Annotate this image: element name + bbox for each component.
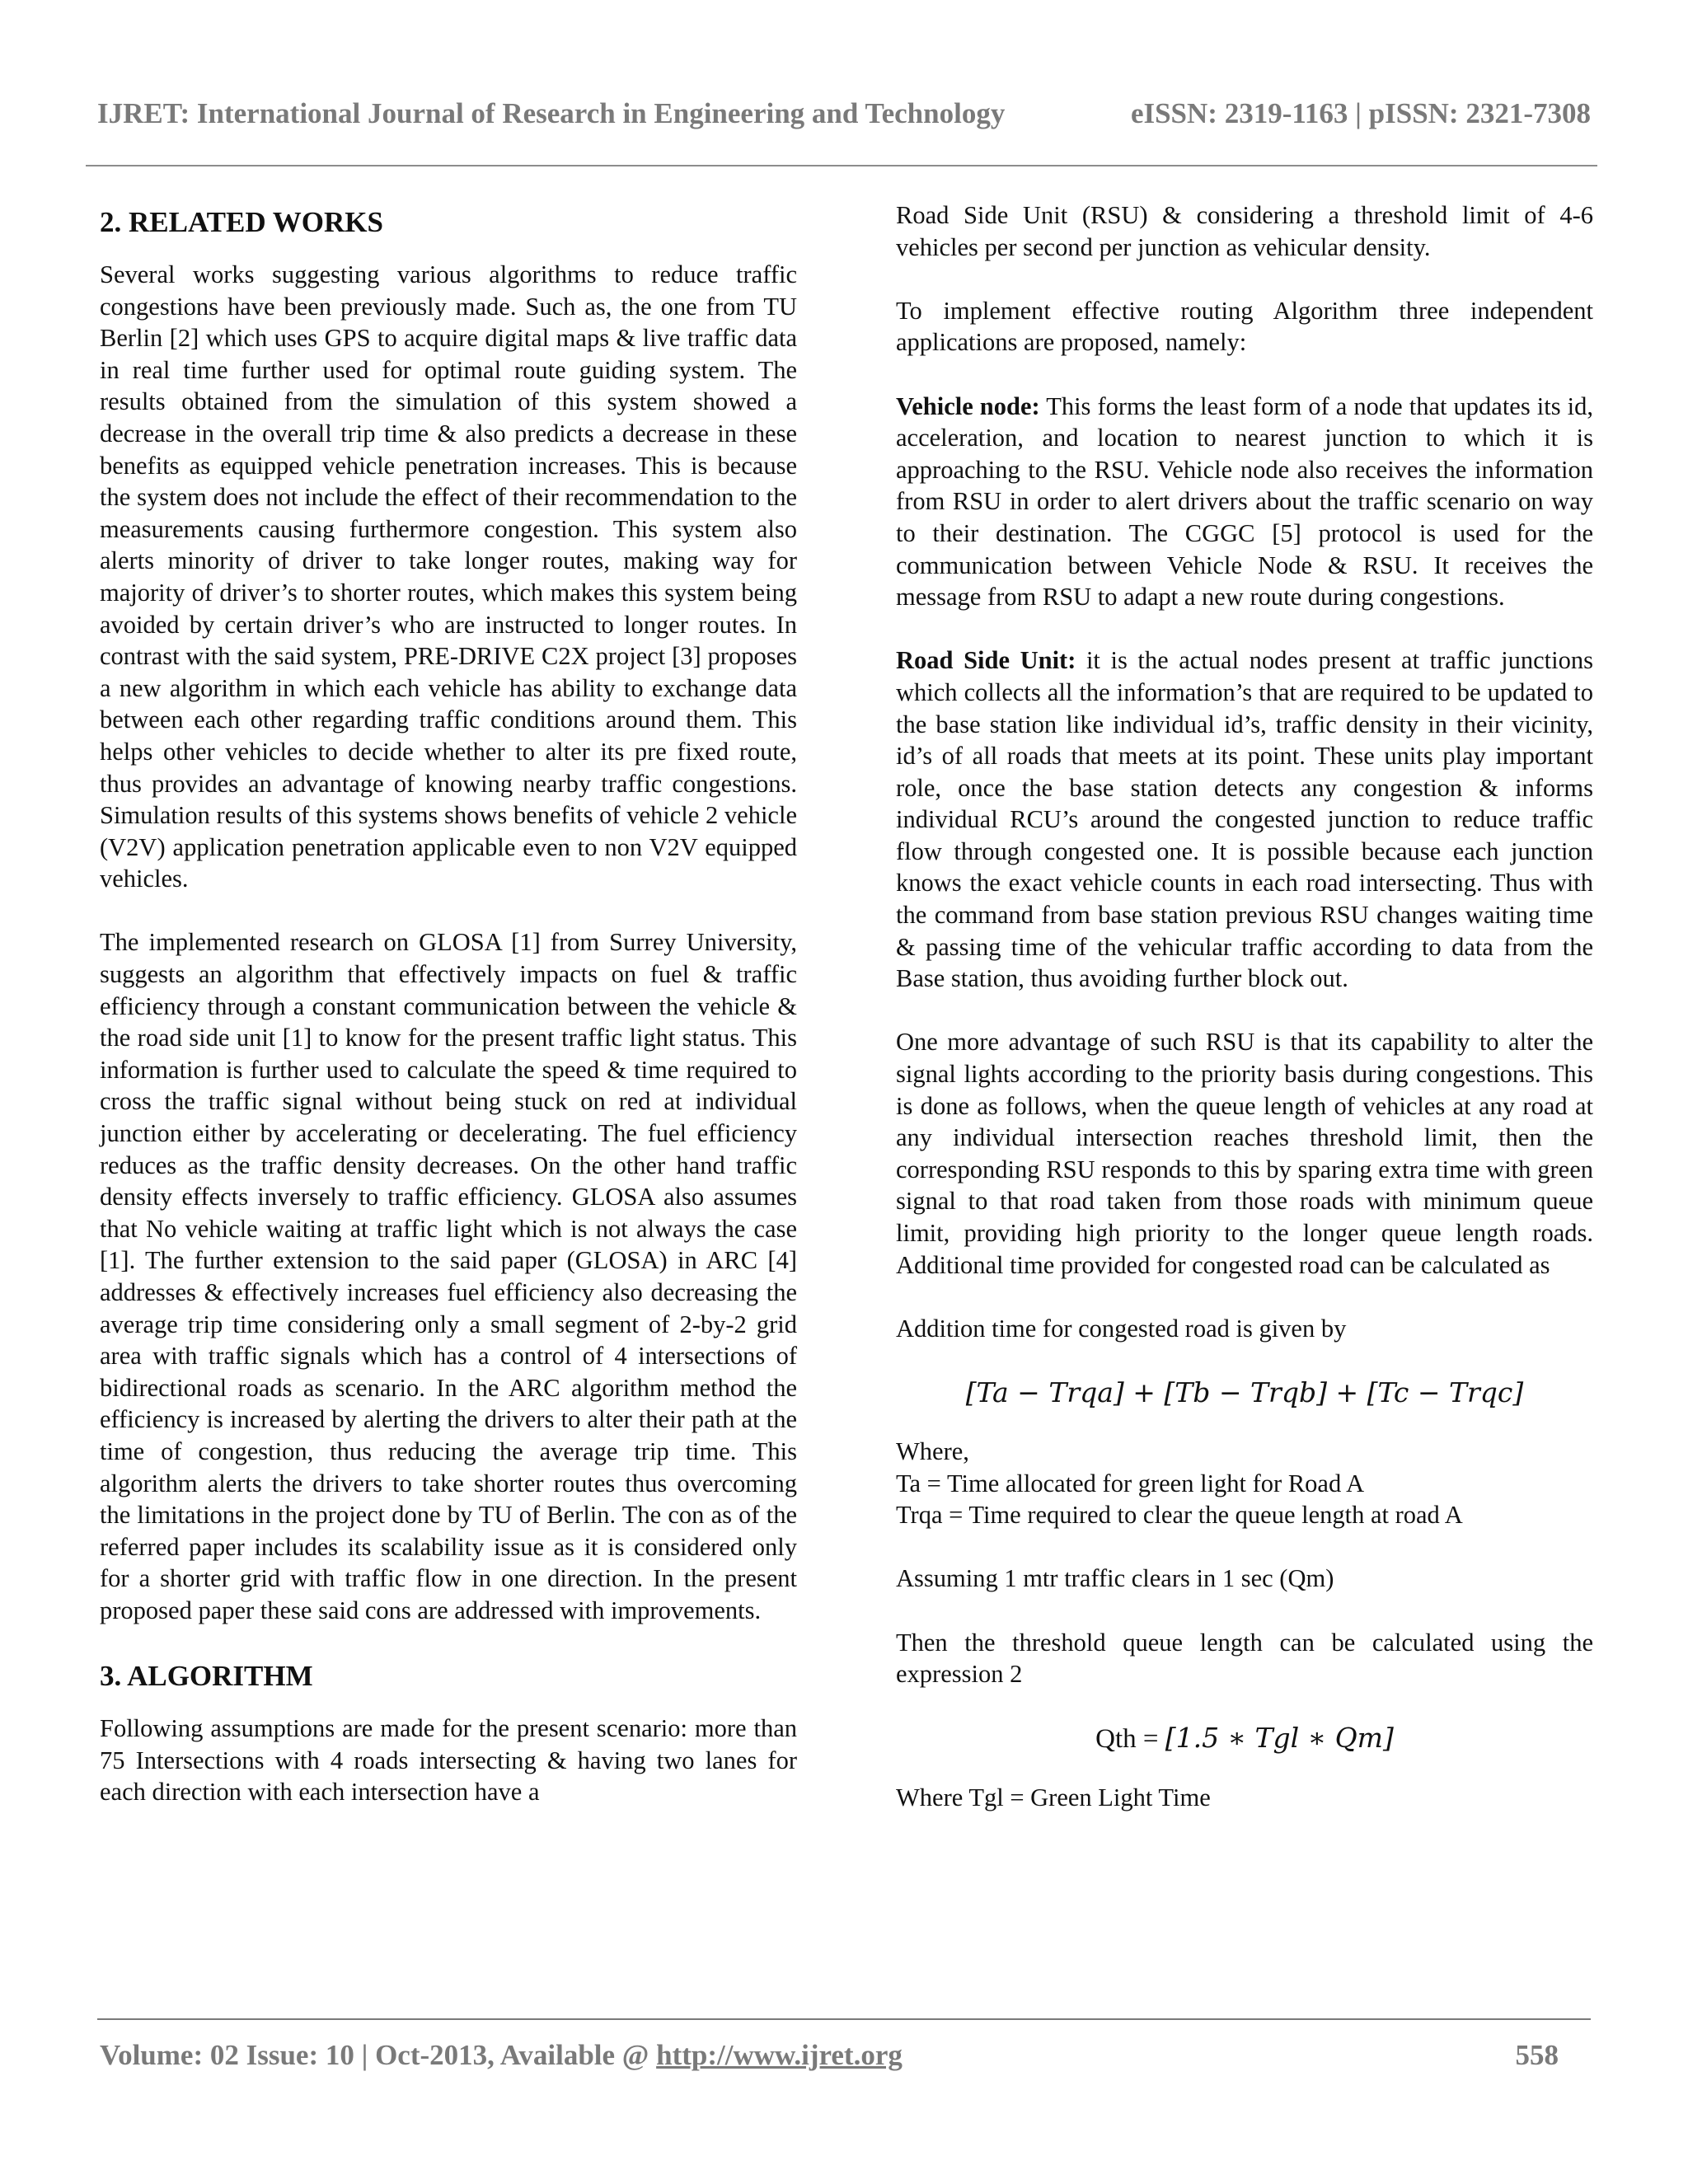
formula-expression: [Ta − Trqa] + [Tb − Trqb] + [Tc − Trqc] [965, 1376, 1524, 1408]
paragraph-vehicle-node [896, 391, 1593, 613]
paragraph: The implemented research on GLOSA [1] from Surrey University, suggests an algorithm that effectively impacts on fuel & traffic efficiency through a constant communication between the vehicle & the road side unit [1] to know for the present traffic light status. This information is further used to calculate the speed & time required to cross the traffic signal without being stuck on red at individual junction either by accelerating or decelerating. The fuel efficiency reduces as the traffic density decreases. On the other hand traffic density effects inversely to traffic efficiency. GLOSA also assumes that No vehicle waiting at traffic light which is not always the case [1]. The further extension to the said paper (GLOSA) in ARC [4] addresses & effectively increases fuel efficiency also decreasing the average trip time considering only a small segment of 2-by-2 grid area with traffic signals which has a control of 4 intersections of bidirectional roads as scenario. In the ARC algorithm method the efficiency is increased by alerting the drivers to alter their path at the time of congestion, thus reducing the average trip time. This algorithm alerts the drivers to take shorter routes thus overcoming the limitations in the project done by TU of Berlin. The con as of the referred paper includes its scalability issue as it is considered only for a shorter grid with traffic flow in one direction. In the present proposed paper these said cons are addressed with improvements. [100, 928, 797, 1624]
paragraph: Where Tgl = Green Light Time [896, 1783, 1211, 1812]
formula-prefix: Qth = [1095, 1724, 1165, 1755]
definitions [896, 1436, 1593, 1531]
vehicle-node-text: This forms the least form of a node that updates its id, acceleration, and location to nearest junction to which it is approaching to the RSU. Vehicle node also receives the information from RSU in order to alert drivers about the traffic scenario on way to their destination. The CGGC [5] protocol is used for the communication between Vehicle Node & RSU. It receives the message from RSU to adapt a new route during congestions. [896, 391, 1593, 612]
left-column [100, 199, 797, 1840]
page-number: 558 [1515, 2039, 1559, 2071]
paragraph: Road Side Unit (RSU) & considering a threshold limit of 4-6 vehicles per second per junction as vehicular density. [896, 201, 1593, 261]
paragraph: Several works suggesting various algorithms to reduce traffic congestions have been previously made. Such as, the one from TU Berlin [2] which uses GPS to acquire digital maps & live traffic data in real time further used for optimal route guiding system. The results obtained from the simulation of this system showed a decrease in the overall trip time & also predicts a decrease in these benefits as equipped vehicle penetration increases. This is because the system does not include the effect of their recommendation to the measurements causing furthermore congestion. This system also alerts minority of driver to take longer routes, making way for majority of driver’s to shorter routes, which makes this system being avoided by certain driver’s who are instructed to longer routes. In contrast with the said system, PRE-DRIVE C2X project [3] proposes a new algorithm in which each vehicle has ability to exchange data between each other regarding traffic conditions around them. This helps other vehicles to decide whether to alter its pre fixed route, thus provides an advantage of knowing nearby traffic congestions. Simulation results of this systems shows benefits of vehicle 2 vehicle (V2V) application penetration applicable even to non V2V equipped vehicles. [100, 260, 797, 893]
section-heading-related-works: 2. RELATED WORKS [100, 206, 383, 238]
paragraph: To implement effective routing Algorithm three independent applications are proposed, namely: [896, 296, 1593, 357]
term-road-side-unit: Road Side Unit: [896, 646, 1076, 675]
section-heading-algorithm: 3. ALGORITHM [100, 1660, 313, 1693]
journal-link[interactable]: http://www.ijret.org [656, 2039, 903, 2071]
where-label: Where, [896, 1436, 969, 1465]
paragraph: Assuming 1 mtr traffic clears in 1 sec (Qm) [896, 1564, 1334, 1593]
term-vehicle-node: Vehicle node: [896, 391, 1040, 420]
definition-ta: Ta = Time allocated for green light for Road A [896, 1469, 1365, 1497]
right-column [896, 199, 1593, 1846]
page-header [97, 97, 1591, 140]
header-divider [86, 165, 1597, 166]
paragraph: Following assumptions are made for the present scenario: more than 75 Intersections with 4 roads intersecting & having two lanes for each direction with each intersection have a [100, 1714, 797, 1807]
road-side-unit-text: it is the actual nodes present at traffic junctions which collects all the information’s that are required to be updated to the base station like individual id’s, traffic density in their vicinity, id’s of all roads that meets at its point. These units play important role, once the base station detects any congestion & informs individual RCU’s around the congested junction to reduce traffic flow through congested one. It is possible because each junction knows the exact vehicle counts in each road intersecting. Thus with the command from base station previous RSU changes waiting time & passing time of the vehicular traffic according to data from the Base station, thus avoiding further block out. [896, 646, 1594, 993]
formula-threshold-queue [896, 1722, 1593, 1755]
issn-text: eISSN: 2319-1163 | pISSN: 2321-7308 [1130, 97, 1591, 129]
paragraph: One more advantage of such RSU is that its capability to alter the signal lights according to the priority basis during congestions. This is done as follows, when the queue length of vehicles at any road at any individual intersection reaches threshold limit, then the corresponding RSU responds to this by sparing extra time with green signal to that road taken from those roads with minimum queue limit, providing high priority to the longer queue length roads. Additional time provided for congested road can be calculated as [896, 1028, 1593, 1279]
page-footer [100, 2039, 1559, 2075]
paragraph: Addition time for congested road is given by [896, 1314, 1347, 1343]
paragraph: Then the threshold queue length can be calculated using the expression 2 [896, 1628, 1593, 1689]
journal-title: IJRET: International Journal of Research in Engineering and Technology [97, 97, 1006, 129]
footer-divider [97, 2018, 1591, 2020]
formula-expression: [1.5 ∗ Tgl ∗ Qm] [1165, 1722, 1394, 1755]
formula-additional-time [896, 1376, 1593, 1409]
footer-volume [100, 2039, 903, 2075]
paragraph-road-side-unit [896, 644, 1593, 995]
volume-text: Volume: 02 Issue: 10 | Oct-2013, Available @ [100, 2039, 657, 2071]
definition-trqa: Trqa = Time required to clear the queue length at road A [896, 1501, 1463, 1530]
